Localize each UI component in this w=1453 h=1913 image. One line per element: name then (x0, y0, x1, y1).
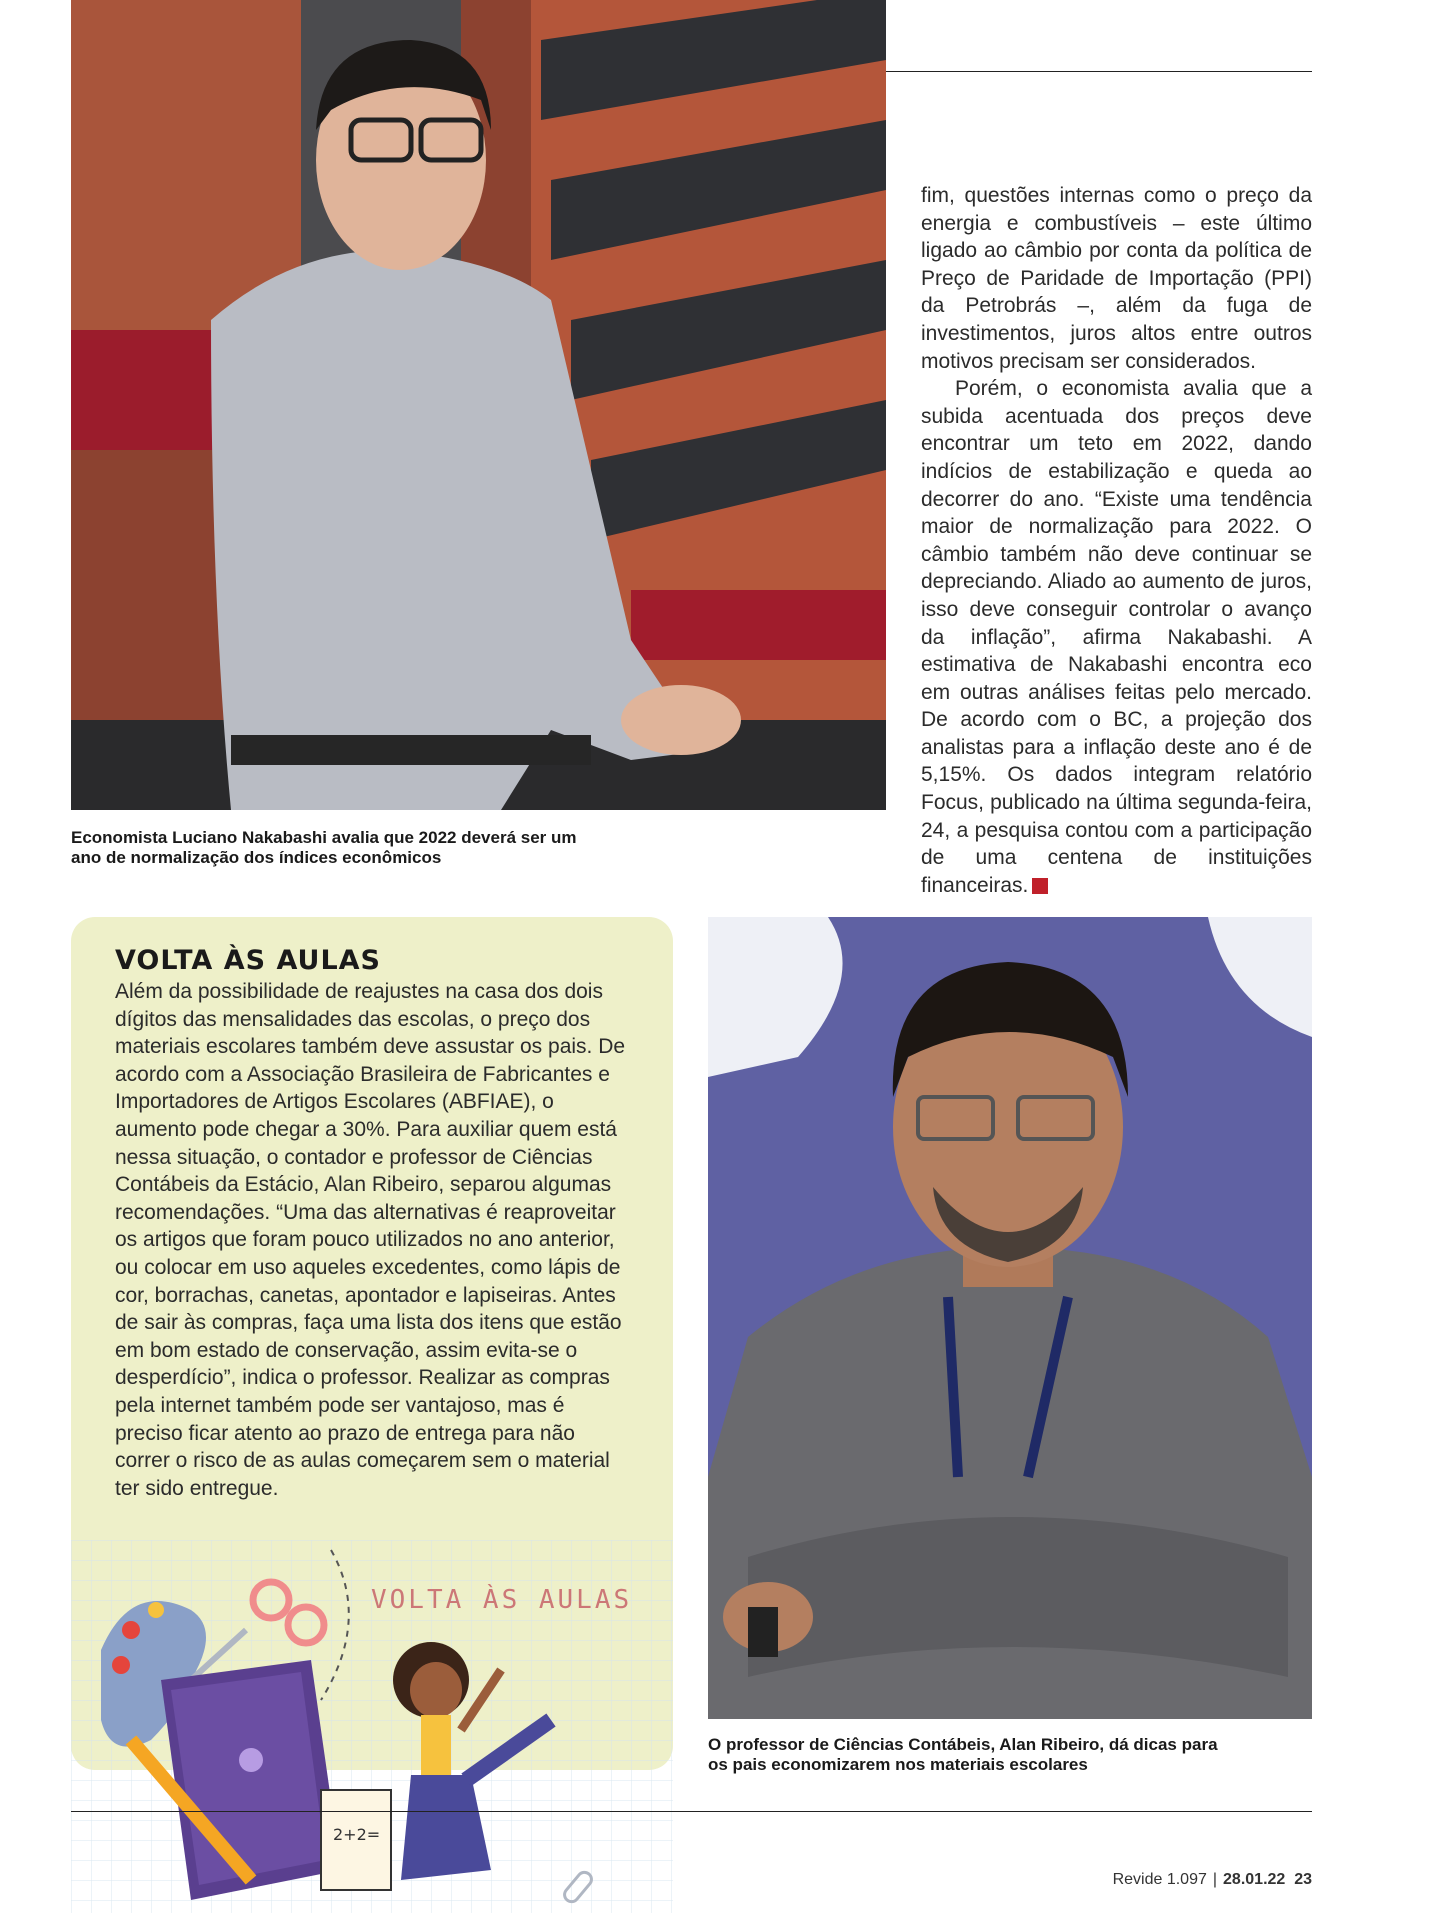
photo-caption-professor: O professor de Ciências Contábeis, Alan Ribeiro, dá dicas para os pais economizarem nos materiais escolares (708, 1735, 1218, 1774)
page-footer (1113, 1871, 1312, 1889)
top-rule-divider (886, 71, 1312, 72)
photo-caption-economist: Economista Luciano Nakabashi avalia que 2022 deverá ser um ano de normalização dos índices econômicos (71, 828, 577, 867)
sidebar-body: Além da possibilidade de reajustes na casa dos dois dígitos das mensalidades das escolas, o preço dos materiais escolares também deve assustar os pais. De acordo com a Associação Brasileira de Fabricantes e Importadores de Artigos Escolares (ABFIAE), o aumento pode chegar a 30%. Para auxiliar quem está nessa situação, o contador e professor de Ciências Contábeis da Estácio, Alan Ribeiro, separou algumas recomendações. “Uma das alternativas é reaproveitar os artigos que foram pouco utilizados no ano anterior, ou colocar em uso aqueles excedentes, como lápis de cor, borrachas, canetas, apontador e lapiseiras. Antes de sair às compras, faça uma lista dos itens que estão em bom estado de conservação, assim evita-se o desperdício”, indica o professor. Realizar as compras pela internet também pode ser vantajoso, mas é preciso ficar atento ao prazo de entrega para não correr o risco de as aulas começarem sem o material ter sido entregue. (115, 980, 626, 1500)
footer-date: 28.01.22 (1223, 1871, 1286, 1888)
article-paragraph: fim, questões internas como o preço da energia e combustíveis – este último ligado ao câmbio por conta da política de Preço de Paridade de Importação (PPI) da Petrobrás –, além da fuga de investimentos, juros altos entre outros motivos precisam ser considerados. (921, 184, 1312, 373)
article-text-column (921, 182, 1312, 899)
photo-economist (71, 0, 886, 810)
illustration-text: VOLTA ÀS AULAS (371, 1585, 633, 1615)
footer-separator: | (1212, 1871, 1218, 1888)
school-supplies-illustration (71, 1540, 673, 1913)
professor-photo-illustration (708, 917, 1312, 1719)
photo-professor (708, 917, 1312, 1719)
footer-publication: Revide 1.097 (1112, 1871, 1207, 1888)
economist-photo-illustration (71, 0, 886, 810)
revide-end-mark-icon: R (1032, 878, 1048, 894)
back-to-school-illustration (71, 1540, 673, 1913)
notepad-text: 2+2= (333, 1825, 381, 1844)
sidebar-title: VOLTA ÀS AULAS (115, 945, 382, 976)
page-number: 23 (1294, 1871, 1312, 1888)
article-paragraph-text: Porém, o economista avalia que a subida acentuada dos preços deve encontrar um teto em 2022, dando indícios de estabilização e queda ao decorrer do ano. “Existe uma tendência maior de normalização para 2022. O câmbio também não deve continuar se depreciando. Aliado ao aumento de juros, isso deve conseguir controlar o avanço da inflação”, afirma Nakabashi. A estimativa de Nakabashi encontra eco em outras análises feitas pelo mercado. De acordo com o BC, a projeção dos analistas para a inflação deste ano é de 5,15%. Os dados integram relatório Focus, publicado na última segunda-feira, 24, a pesquisa contou com a participação de uma centena de instituições financeiras. (921, 377, 1312, 897)
bottom-rule-divider (71, 1811, 1312, 1812)
article-paragraph (921, 375, 1312, 899)
